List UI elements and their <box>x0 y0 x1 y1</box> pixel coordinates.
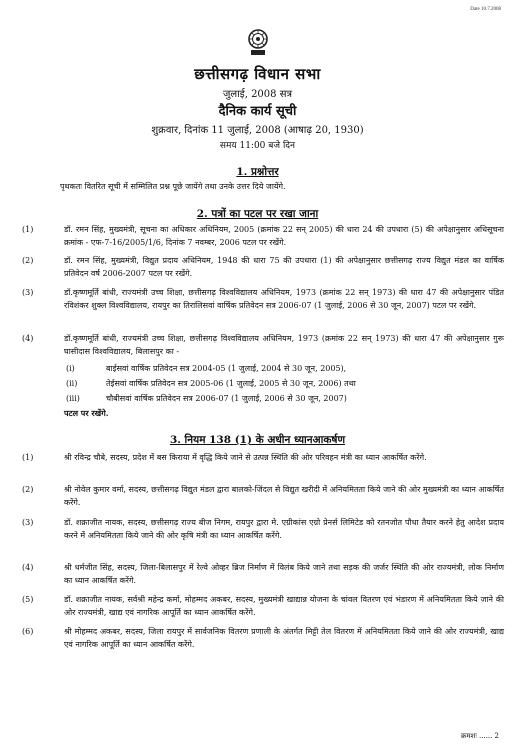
item-text: श्री मोहम्मद अकबर, सदस्य, जिला रायपुर में सार्वजनिक वितरण प्रणाली के अंतर्गत मिट्टी तेल वितरण में अनियमितता किये जाने की ओर राज्यमंत्री, खाद्य एवं नागरिक आपूर्ति का ध्यान आकर्षित करेंगे. <box>64 627 504 649</box>
item-text: डॉ.कृष्णमूर्ति बांधी, राज्यमंत्री उच्च शिक्षा, छत्तीसगढ़ विश्वविद्यालय अधिनियम, 1973 (क्रमांक 22 सन् 1973) की धारा 47 की अपेक्षानुसार गुरू घासीदास विश्वविद्यालय, बिलासपुर का - <box>64 334 504 356</box>
item-number: (4) <box>22 563 34 572</box>
item-text: डॉ. रमन सिंह, मुख्यमंत्री, सूचना का अधिकार अधिनियम, 2005 (क्रमांक 22 सन् 2005) की धारा 24 की उपधारा (5) की अपेक्षानुसार अधिसूचना क्रमांक - एफ-7-16/2005/1/6, दिनांक 7 नवम्बर, 2006 पटल पर रखेंगे. <box>64 225 504 247</box>
questions-note: पृथकतः वितरित सूची में सम्मिलित प्रश्न पूछे जायेंगे तथा उनके उत्तर दिये जायेंगे. <box>60 182 286 191</box>
item-number: (3) <box>22 288 34 297</box>
item-number: (1) <box>22 453 34 462</box>
item-text: डॉ.कृष्णमूर्ति बांधी, राज्यमंत्री उच्च शिक्षा, छत्तीसगढ़ विश्वविद्यालय अधिनियम, 1973 (क्रमांक 22 सन् 1973) की धारा 47 की अपेक्षानुसार पंडित रविशंकर शुक्ल विश्वविद्यालय, रायपुर का तिरालिसवां वार्षिक प्रतिवेदन सत्र 2006-07 (1 जुलाई, 2006 से 30 जून, 2007) पटल पर रखेंगे. <box>64 288 504 310</box>
item-text: डॉ. शक्राजीत नायक, सदस्य, छत्तीसगढ़ राज्य बीज निगम, रायपुर द्वारा मे. एग्रीकांस एग्रो प्रेनर्स लिमिटेड को रतनजोत पौधा तैयार करने हेतु आदेश प्रदाय करने में अनियमितता किये जाने की ओर कृषि मंत्री का ध्यान आकर्षित करेंगे. <box>64 518 504 540</box>
item-number: (2) <box>22 485 34 494</box>
sub-item-text: चौबीसवां वार्षिक प्रतिवेदन सत्र 2006-07 (1 जुलाई, 2006 से 30 जून, 2007) <box>106 394 347 403</box>
session-label: जुलाई, 2008 सत्र <box>223 89 292 100</box>
item-number: (5) <box>22 595 34 604</box>
section-heading-questions: 1. प्रश्नोत्तर <box>236 166 279 178</box>
item-number: (4) <box>22 334 34 343</box>
daily-agenda-title: दैनिक कार्य सूची <box>218 104 297 119</box>
continued-marker: क्रमशः ...... 2 <box>461 732 499 740</box>
sub-item-number: (iii) <box>66 394 80 403</box>
date-stamp: Date 10.7.2008 <box>470 7 501 12</box>
item-text: डॉ. शक्राजीत नायक, सर्वश्री महेन्द्र कर्मा, मोहम्मद अकबर, सदस्य, मुख्यमंत्री खाद्यान्न योजना के चांवल वितरण एवं भंडारण में अनियमितता किये जाने की ओर राज्यमंत्री, खाद्य एवं नागरिक आपूर्ति का ध्यान आकर्षित करेंगे. <box>64 595 504 617</box>
section-heading-papers: 2. पत्रों का पटल पर रखा जाना <box>196 208 319 220</box>
item-number: (2) <box>22 256 34 265</box>
section-heading-calling-attention: 3. नियम 138 (1) के अधीन ध्यानआकर्षण <box>169 434 346 446</box>
papers-tail: पटल पर रखेंगे. <box>64 408 109 418</box>
item-number: (1) <box>22 225 34 234</box>
item-text: श्री धर्मजीत सिंह, सदस्य, जिला-बिलासपुर में रेल्वे ओव्हर ब्रिज निर्माण में विलंब किये जाने तथा सड़क की जर्जर स्थिति की ओर राज्यमंत्री, लोक निर्माण का ध्यान आकर्षित करेंगे. <box>64 563 504 585</box>
sub-item-text: बाईसवां वार्षिक प्रतिवेदन सत्र 2004-05 (1 जुलाई, 2004 से 30 जून, 2005), <box>106 364 347 373</box>
sub-item-text: तेईसवां वार्षिक प्रतिवेदन सत्र 2005-06 (1 जुलाई, 2005 से 30 जून, 2006) तथा <box>106 379 356 388</box>
sub-item-number: (ii) <box>66 379 78 388</box>
time-line: समय 11:00 बजे दिन <box>219 141 296 151</box>
state-emblem-icon <box>246 27 270 57</box>
item-text: डॉ. रमन सिंह, मुख्यमंत्री, विद्युत प्रदाय अधिनियम, 1948 की धारा 75 की उपधारा (1) की अपेक्षानुसार छत्तीसगढ़ राज्य विद्युत मंडल का वार्षिक प्रतिवेदन वर्ष 2006-2007 पटल पर रखेंगे. <box>64 256 504 278</box>
item-text: श्री रविन्द्र चौबे, सदस्य, प्रदेश में बस किराया में वृद्धि किये जाने से उत्पन्न स्थिति की ओर परिवहन मंत्री का ध्यान आकर्षित करेंगे. <box>64 453 427 462</box>
date-line: शुक्रवार, दिनांक 11 जुलाई, 2008 (आषाढ़ 20, 1930) <box>151 125 364 136</box>
item-text: श्री नोवेल कुमार वर्मा, सदस्य, छत्तीसगढ़ विद्युत मंडल द्वारा बालको-जिंदल से विद्युत खरीदी में अनियमितता किये जाने की ओर मुख्यमंत्री का ध्यान आकर्षित करेंगे. <box>64 485 504 507</box>
assembly-title: छत्तीसगढ़ विधान सभा <box>194 65 321 83</box>
sub-item-number: (i) <box>66 364 75 373</box>
item-number: (6) <box>22 627 34 636</box>
item-number: (3) <box>22 518 34 527</box>
